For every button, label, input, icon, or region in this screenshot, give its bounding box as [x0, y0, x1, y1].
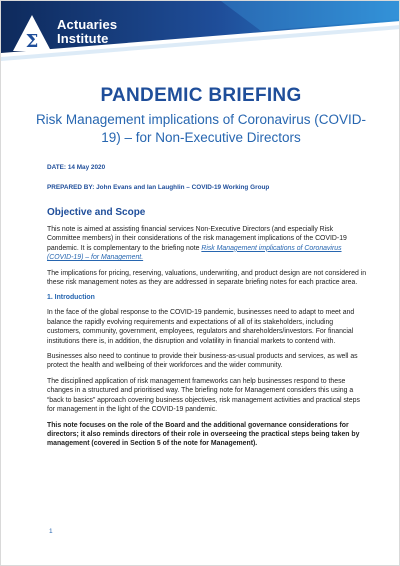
sigma-triangle-icon	[11, 13, 53, 55]
logo-wordmark	[57, 18, 117, 46]
page-title: PANDEMIC BRIEFING	[100, 85, 302, 106]
section-heading-objective: Objective and Scope	[47, 207, 146, 218]
objective-paragraph-1	[47, 225, 367, 263]
page-number: 1	[49, 528, 53, 535]
logo-line-1: Actuaries	[57, 17, 118, 32]
prepared-by-line: PREPARED BY: John Evans and Ian Laughlin – COVID-19 Working Group	[47, 184, 270, 191]
page-subtitle: Risk Management implications of Coronavirus (COVID-19) – for Non-Executive Directors	[35, 112, 367, 145]
intro-paragraph-2: Businesses also need to continue to provide their business-as-usual products and services, as well as protect the health and wellbeing of their workforces and the wider community.	[47, 353, 358, 370]
management-note-link[interactable]: Risk Management implications of Coronavirus (COVID-19) – for Management.	[47, 244, 342, 262]
header-banner	[1, 1, 400, 73]
intro-paragraph-3: The disciplined application of risk management frameworks can help businesses respond to these changes in a structured and prioritised way. The briefing note for Management considers this using a “back to basics” approach covering business objectives, risk management activities and practical steps for management in the light of the COVID-19 pandemic.	[47, 377, 360, 414]
actuaries-logo	[11, 13, 131, 55]
date-line: DATE: 14 May 2020	[47, 164, 106, 171]
intro-paragraph-1: In the face of the global response to the COVID-19 pandemic, businesses need to adapt to meet and balance the rapidly evolving requirements and expectations of all of its stakeholders, including customers, community, government, employees, regulators and shareholders/investors. For financial institutions there is, in addition, the disruption and volatility in financial markets to contend with.	[47, 309, 355, 345]
objective-paragraph-2: The implications for pricing, reserving, valuations, underwriting, and product design are not considered in these risk management notes as they are addressed in separate briefing notes for each practice area.	[47, 269, 367, 287]
logo-line-2: Institute	[57, 31, 109, 46]
section-heading-introduction: 1. Introduction	[47, 294, 95, 302]
intro-paragraph-4: This note focuses on the role of the Board and the additional governance considerations for directors; it also reminds directors of their role in overseeing the practical steps being taken by management (covered in Section 5 of the note for Management).	[47, 421, 360, 448]
objective-paragraph-1-text: This note is aimed at assisting financial services Non-Executive Directors (and especially Risk Committee members) in their considerations of the risk management implications of the COVID-19 pandemic. It is complementary to the briefing note	[47, 226, 347, 252]
document-body	[47, 207, 367, 455]
svg-text:Σ: Σ	[25, 31, 39, 52]
